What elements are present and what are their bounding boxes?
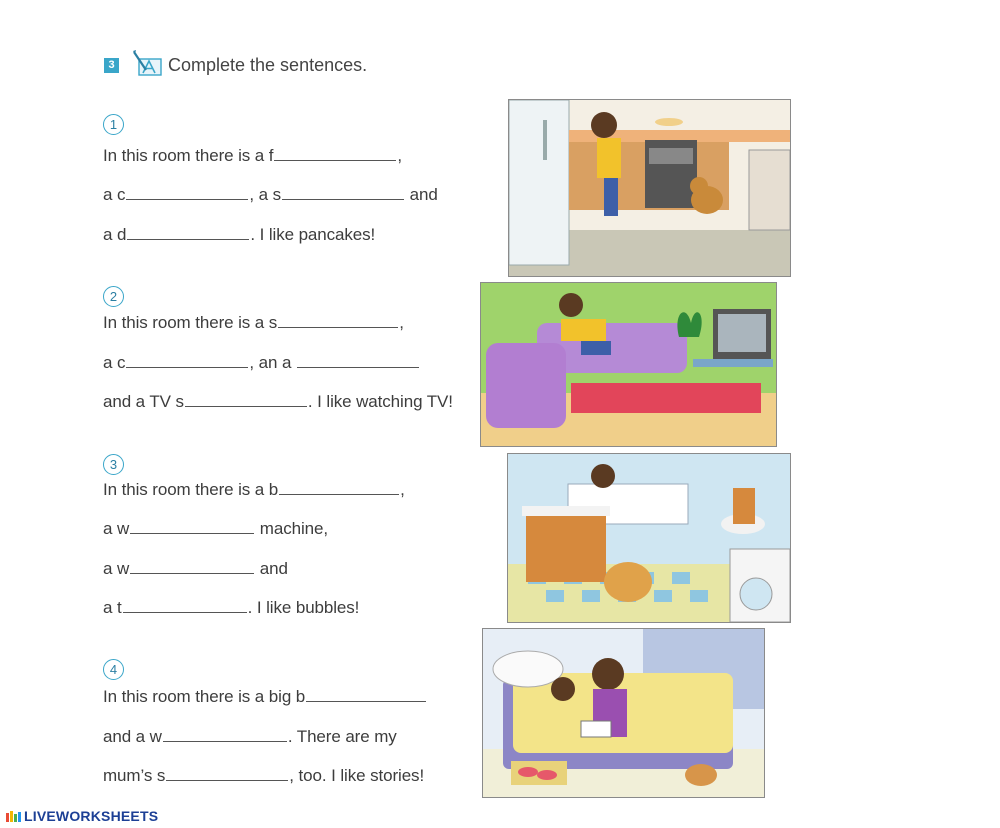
exercise-badge: 3 <box>104 58 119 73</box>
sentence-line <box>103 353 420 373</box>
answer-blank[interactable] <box>274 146 396 161</box>
sentence-line <box>103 313 404 333</box>
sentence-text: . There are my <box>287 727 397 746</box>
sentence-text: , <box>399 313 404 332</box>
sentence-text: and <box>409 185 438 204</box>
bathroom-picture <box>507 453 791 623</box>
exercise-number-1: 1 <box>103 114 124 135</box>
sentence-line <box>103 392 453 412</box>
sentence-line <box>103 687 427 707</box>
exercise-number-3: 3 <box>103 454 124 475</box>
answer-blank[interactable] <box>127 225 249 240</box>
sentence-text: mum’s s <box>103 766 166 785</box>
kitchen-picture <box>508 99 791 277</box>
exercise-number-2: 2 <box>103 286 124 307</box>
sentence-text: . I like pancakes! <box>250 225 376 244</box>
sentence-text: machine, <box>259 519 328 538</box>
sentence-text: In this room there is a f <box>103 146 274 165</box>
answer-blank[interactable] <box>279 480 399 495</box>
sentence-text: , too. I like stories! <box>289 766 425 785</box>
answer-blank[interactable] <box>185 392 307 407</box>
brand-mark-icon <box>6 811 22 823</box>
sentence-text: . I like bubbles! <box>247 598 360 617</box>
sentence-line <box>103 727 397 747</box>
pencil-write-icon <box>130 50 164 78</box>
sentence-line <box>103 598 359 618</box>
liveworksheets-logo <box>6 808 158 824</box>
exercise-number-4: 4 <box>103 659 124 680</box>
answer-blank[interactable] <box>130 519 254 534</box>
sentence-text: In this room there is a s <box>103 313 278 332</box>
sentence-text: In this room there is a big b <box>103 687 306 706</box>
sentence-text: a w <box>103 519 130 538</box>
sentence-text: , an a <box>249 353 292 372</box>
sentence-text: , <box>400 480 405 499</box>
sentence-text: and a w <box>103 727 162 746</box>
bedroom-picture <box>482 628 765 798</box>
answer-blank[interactable] <box>166 766 288 781</box>
sentence-text: a c <box>103 353 126 372</box>
living-room-picture <box>480 282 777 447</box>
sentence-line <box>103 225 375 245</box>
sentence-text: , <box>397 146 403 165</box>
sentence-line <box>103 146 402 166</box>
answer-blank[interactable] <box>306 687 426 702</box>
answer-blank[interactable] <box>126 353 248 368</box>
answer-blank[interactable] <box>123 598 247 613</box>
brand-text: LIVEWORKSHEETS <box>24 808 159 824</box>
answer-blank[interactable] <box>282 185 404 200</box>
sentence-line <box>103 480 405 500</box>
sentence-text: and <box>259 559 288 578</box>
instruction-text: Complete the sentences. <box>168 55 368 75</box>
sentence-line <box>103 185 438 205</box>
sentence-text: a d <box>103 225 127 244</box>
sentence-text: a c <box>103 185 126 204</box>
answer-blank[interactable] <box>163 727 287 742</box>
answer-blank[interactable] <box>278 313 398 328</box>
answer-blank[interactable] <box>126 185 248 200</box>
sentence-line <box>103 559 288 579</box>
sentence-text: In this room there is a b <box>103 480 279 499</box>
sentence-text: , a s <box>249 185 282 204</box>
sentence-text: a t <box>103 598 122 617</box>
sentence-text: . I like watching TV! <box>307 392 453 411</box>
sentence-line <box>103 519 328 539</box>
sentence-line <box>103 766 424 786</box>
sentence-text: and a TV s <box>103 392 184 411</box>
answer-blank[interactable] <box>130 559 254 574</box>
sentence-text: a w <box>103 559 130 578</box>
answer-blank[interactable] <box>297 353 419 368</box>
